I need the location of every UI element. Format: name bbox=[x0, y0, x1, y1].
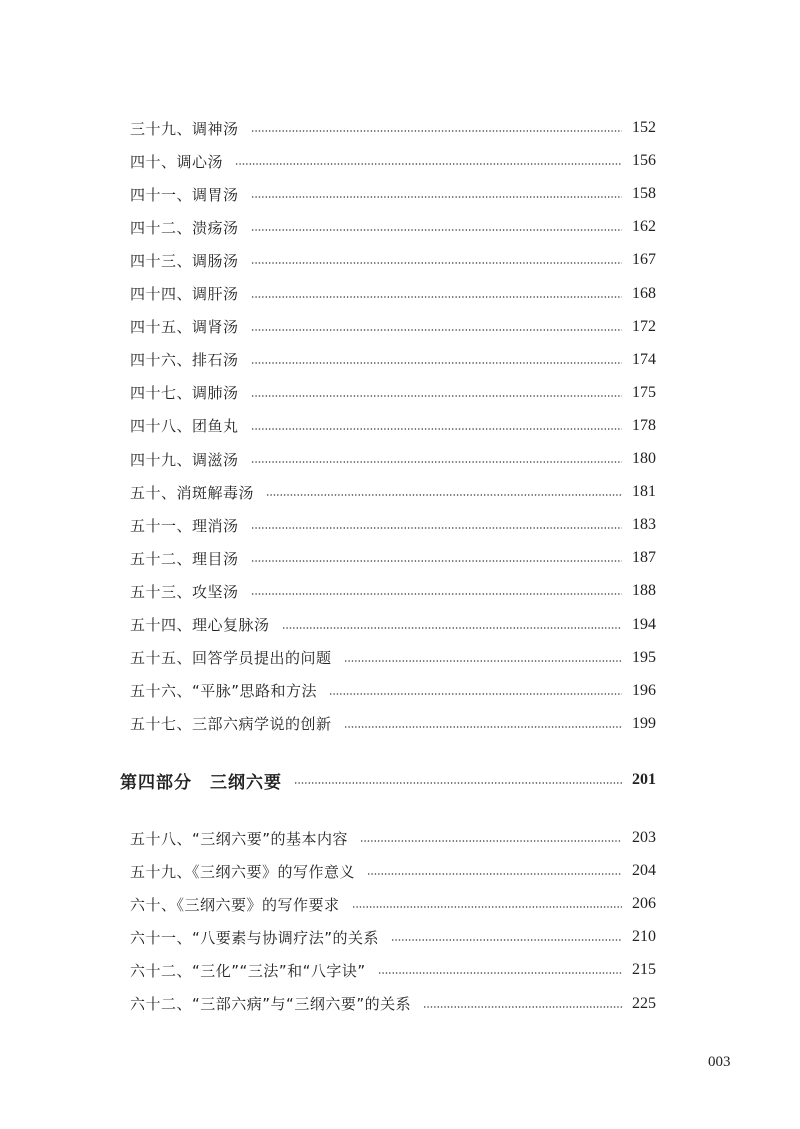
dot-leader bbox=[378, 972, 622, 974]
toc-entry-page: 225 bbox=[632, 994, 656, 1012]
toc-entry-page: 181 bbox=[632, 483, 656, 501]
toc-entry-label: 四十七、调肺汤 bbox=[130, 384, 239, 403]
toc-entry-label: 四十五、调肾汤 bbox=[130, 318, 239, 337]
dot-leader bbox=[352, 906, 622, 908]
toc-entry[interactable] bbox=[130, 547, 656, 569]
dot-leader bbox=[251, 395, 622, 397]
toc-entry-label: 四十四、调肝汤 bbox=[130, 285, 239, 303]
toc-entry-label: 五十八、“三纲六要”的基本内容 bbox=[130, 829, 349, 848]
toc-entry-page: 175 bbox=[632, 383, 656, 401]
dot-leader bbox=[329, 693, 622, 695]
toc-entry-page: 204 bbox=[632, 862, 656, 880]
toc-entry-page: 178 bbox=[632, 416, 656, 434]
dot-leader bbox=[360, 840, 622, 842]
dot-leader bbox=[251, 229, 622, 231]
toc-entry-page: 196 bbox=[632, 681, 656, 699]
toc-entry[interactable] bbox=[130, 827, 656, 849]
dot-leader bbox=[251, 130, 622, 132]
toc-entry-label: 四十一、调胃汤 bbox=[130, 185, 239, 204]
toc-entry[interactable] bbox=[130, 680, 656, 702]
toc-entry-page: 210 bbox=[632, 928, 656, 946]
dot-leader bbox=[344, 660, 622, 662]
toc-entry-page: 203 bbox=[632, 829, 656, 846]
toc-section-label: 第四部分 三纲六要 bbox=[120, 772, 282, 793]
toc-entry[interactable] bbox=[130, 713, 656, 735]
toc-entry-label: 三十九、调神汤 bbox=[130, 119, 239, 138]
toc-entry-label: 五十五、回答学员提出的问题 bbox=[130, 649, 332, 668]
toc-entry-page: 206 bbox=[632, 895, 656, 913]
toc-entry-page: 199 bbox=[632, 714, 656, 732]
toc-entry[interactable] bbox=[130, 860, 656, 882]
toc-entry-page: 180 bbox=[632, 450, 656, 467]
toc-entry[interactable] bbox=[130, 614, 656, 636]
toc-entry[interactable] bbox=[130, 349, 656, 371]
toc-entry-label: 五十二、理目汤 bbox=[130, 549, 239, 568]
dot-leader bbox=[251, 329, 622, 331]
toc-section-page: 201 bbox=[632, 771, 656, 788]
dot-leader bbox=[251, 196, 622, 198]
toc-entry-page: 152 bbox=[632, 119, 656, 136]
toc-entry[interactable] bbox=[130, 514, 656, 536]
dot-leader bbox=[251, 527, 622, 529]
toc-entry-label: 五十六、“平脉”思路和方法 bbox=[130, 682, 318, 701]
toc-entry-page: 174 bbox=[632, 350, 656, 368]
toc-entry-label: 五十四、理心复脉汤 bbox=[130, 616, 270, 634]
toc-entry-label: 四十六、排石汤 bbox=[130, 351, 239, 370]
dot-leader bbox=[251, 296, 622, 298]
toc-entry[interactable] bbox=[130, 893, 656, 915]
toc-entry[interactable] bbox=[130, 216, 656, 238]
toc-entry-label: 六十二、“三化”“三法”和“八字诀” bbox=[130, 961, 366, 980]
toc-entry-label: 五十九、《三纲六要》的写作意义 bbox=[130, 862, 356, 881]
toc-entry-label: 四十、调心汤 bbox=[130, 152, 224, 171]
dot-leader bbox=[251, 593, 622, 595]
toc-entry[interactable] bbox=[130, 926, 656, 948]
dot-leader bbox=[251, 362, 622, 364]
toc-entry-page: 168 bbox=[632, 284, 656, 302]
toc-entry[interactable] bbox=[130, 283, 656, 305]
page-number: 003 bbox=[708, 1054, 731, 1070]
toc-entry-page: 158 bbox=[632, 185, 656, 203]
toc-entry[interactable] bbox=[130, 647, 656, 669]
toc-entry[interactable] bbox=[130, 415, 656, 437]
dot-leader bbox=[344, 726, 622, 728]
dot-leader bbox=[391, 939, 622, 941]
dot-leader bbox=[282, 627, 622, 629]
toc-entry-label: 四十八、团鱼丸 bbox=[130, 417, 239, 436]
toc-entry-page: 188 bbox=[632, 582, 656, 600]
toc-entry[interactable] bbox=[130, 481, 656, 503]
toc-entry-label: 五十三、攻坚汤 bbox=[130, 582, 239, 601]
toc-entry-page: 194 bbox=[632, 615, 656, 633]
toc-entry[interactable] bbox=[130, 382, 656, 404]
dot-leader bbox=[251, 262, 622, 264]
toc-entry[interactable] bbox=[130, 959, 656, 981]
toc-entry-label: 四十三、调肠汤 bbox=[130, 251, 239, 270]
toc-entry-page: 172 bbox=[632, 317, 656, 335]
toc-entry[interactable] bbox=[130, 117, 656, 139]
dot-leader bbox=[367, 873, 622, 875]
toc-entry-label: 四十九、调滋汤 bbox=[130, 450, 239, 469]
toc-entry[interactable] bbox=[130, 183, 656, 205]
toc-entry-label: 五十七、三部六病学说的创新 bbox=[130, 715, 332, 734]
toc-entry-label: 五十一、理消汤 bbox=[130, 516, 239, 535]
dot-leader bbox=[251, 428, 622, 430]
toc-entry-page: 195 bbox=[632, 648, 656, 666]
toc-section-heading[interactable] bbox=[120, 769, 656, 791]
toc-entry-label: 六十一、“八要素与协调疗法”的关系 bbox=[130, 928, 380, 947]
toc-entry[interactable] bbox=[130, 316, 656, 338]
toc-entry-label: 六十二、“三部六病”与“三纲六要”的关系 bbox=[130, 995, 412, 1013]
dot-leader bbox=[235, 163, 622, 165]
toc-entry-page: 156 bbox=[632, 152, 656, 170]
toc-entry-page: 187 bbox=[632, 549, 656, 567]
toc-entry[interactable] bbox=[130, 249, 656, 271]
toc-entry-label: 六十、《三纲六要》的写作要求 bbox=[130, 895, 340, 914]
dot-leader bbox=[423, 1006, 622, 1008]
dot-leader bbox=[266, 494, 622, 496]
toc-entry[interactable] bbox=[130, 993, 656, 1015]
toc-entry-label: 五十、消斑解毒汤 bbox=[130, 483, 255, 502]
toc-entry[interactable] bbox=[130, 448, 656, 470]
toc-entry[interactable] bbox=[130, 150, 656, 172]
dot-leader bbox=[251, 461, 622, 463]
dot-leader bbox=[294, 782, 622, 784]
dot-leader bbox=[251, 560, 622, 562]
toc-entry-page: 215 bbox=[632, 961, 656, 979]
toc-entry-page: 162 bbox=[632, 218, 656, 236]
toc-entry-page: 167 bbox=[632, 251, 656, 269]
toc-entry[interactable] bbox=[130, 580, 656, 602]
toc-entry-label: 四十二、溃疡汤 bbox=[130, 218, 239, 237]
toc-entry-page: 183 bbox=[632, 516, 656, 534]
